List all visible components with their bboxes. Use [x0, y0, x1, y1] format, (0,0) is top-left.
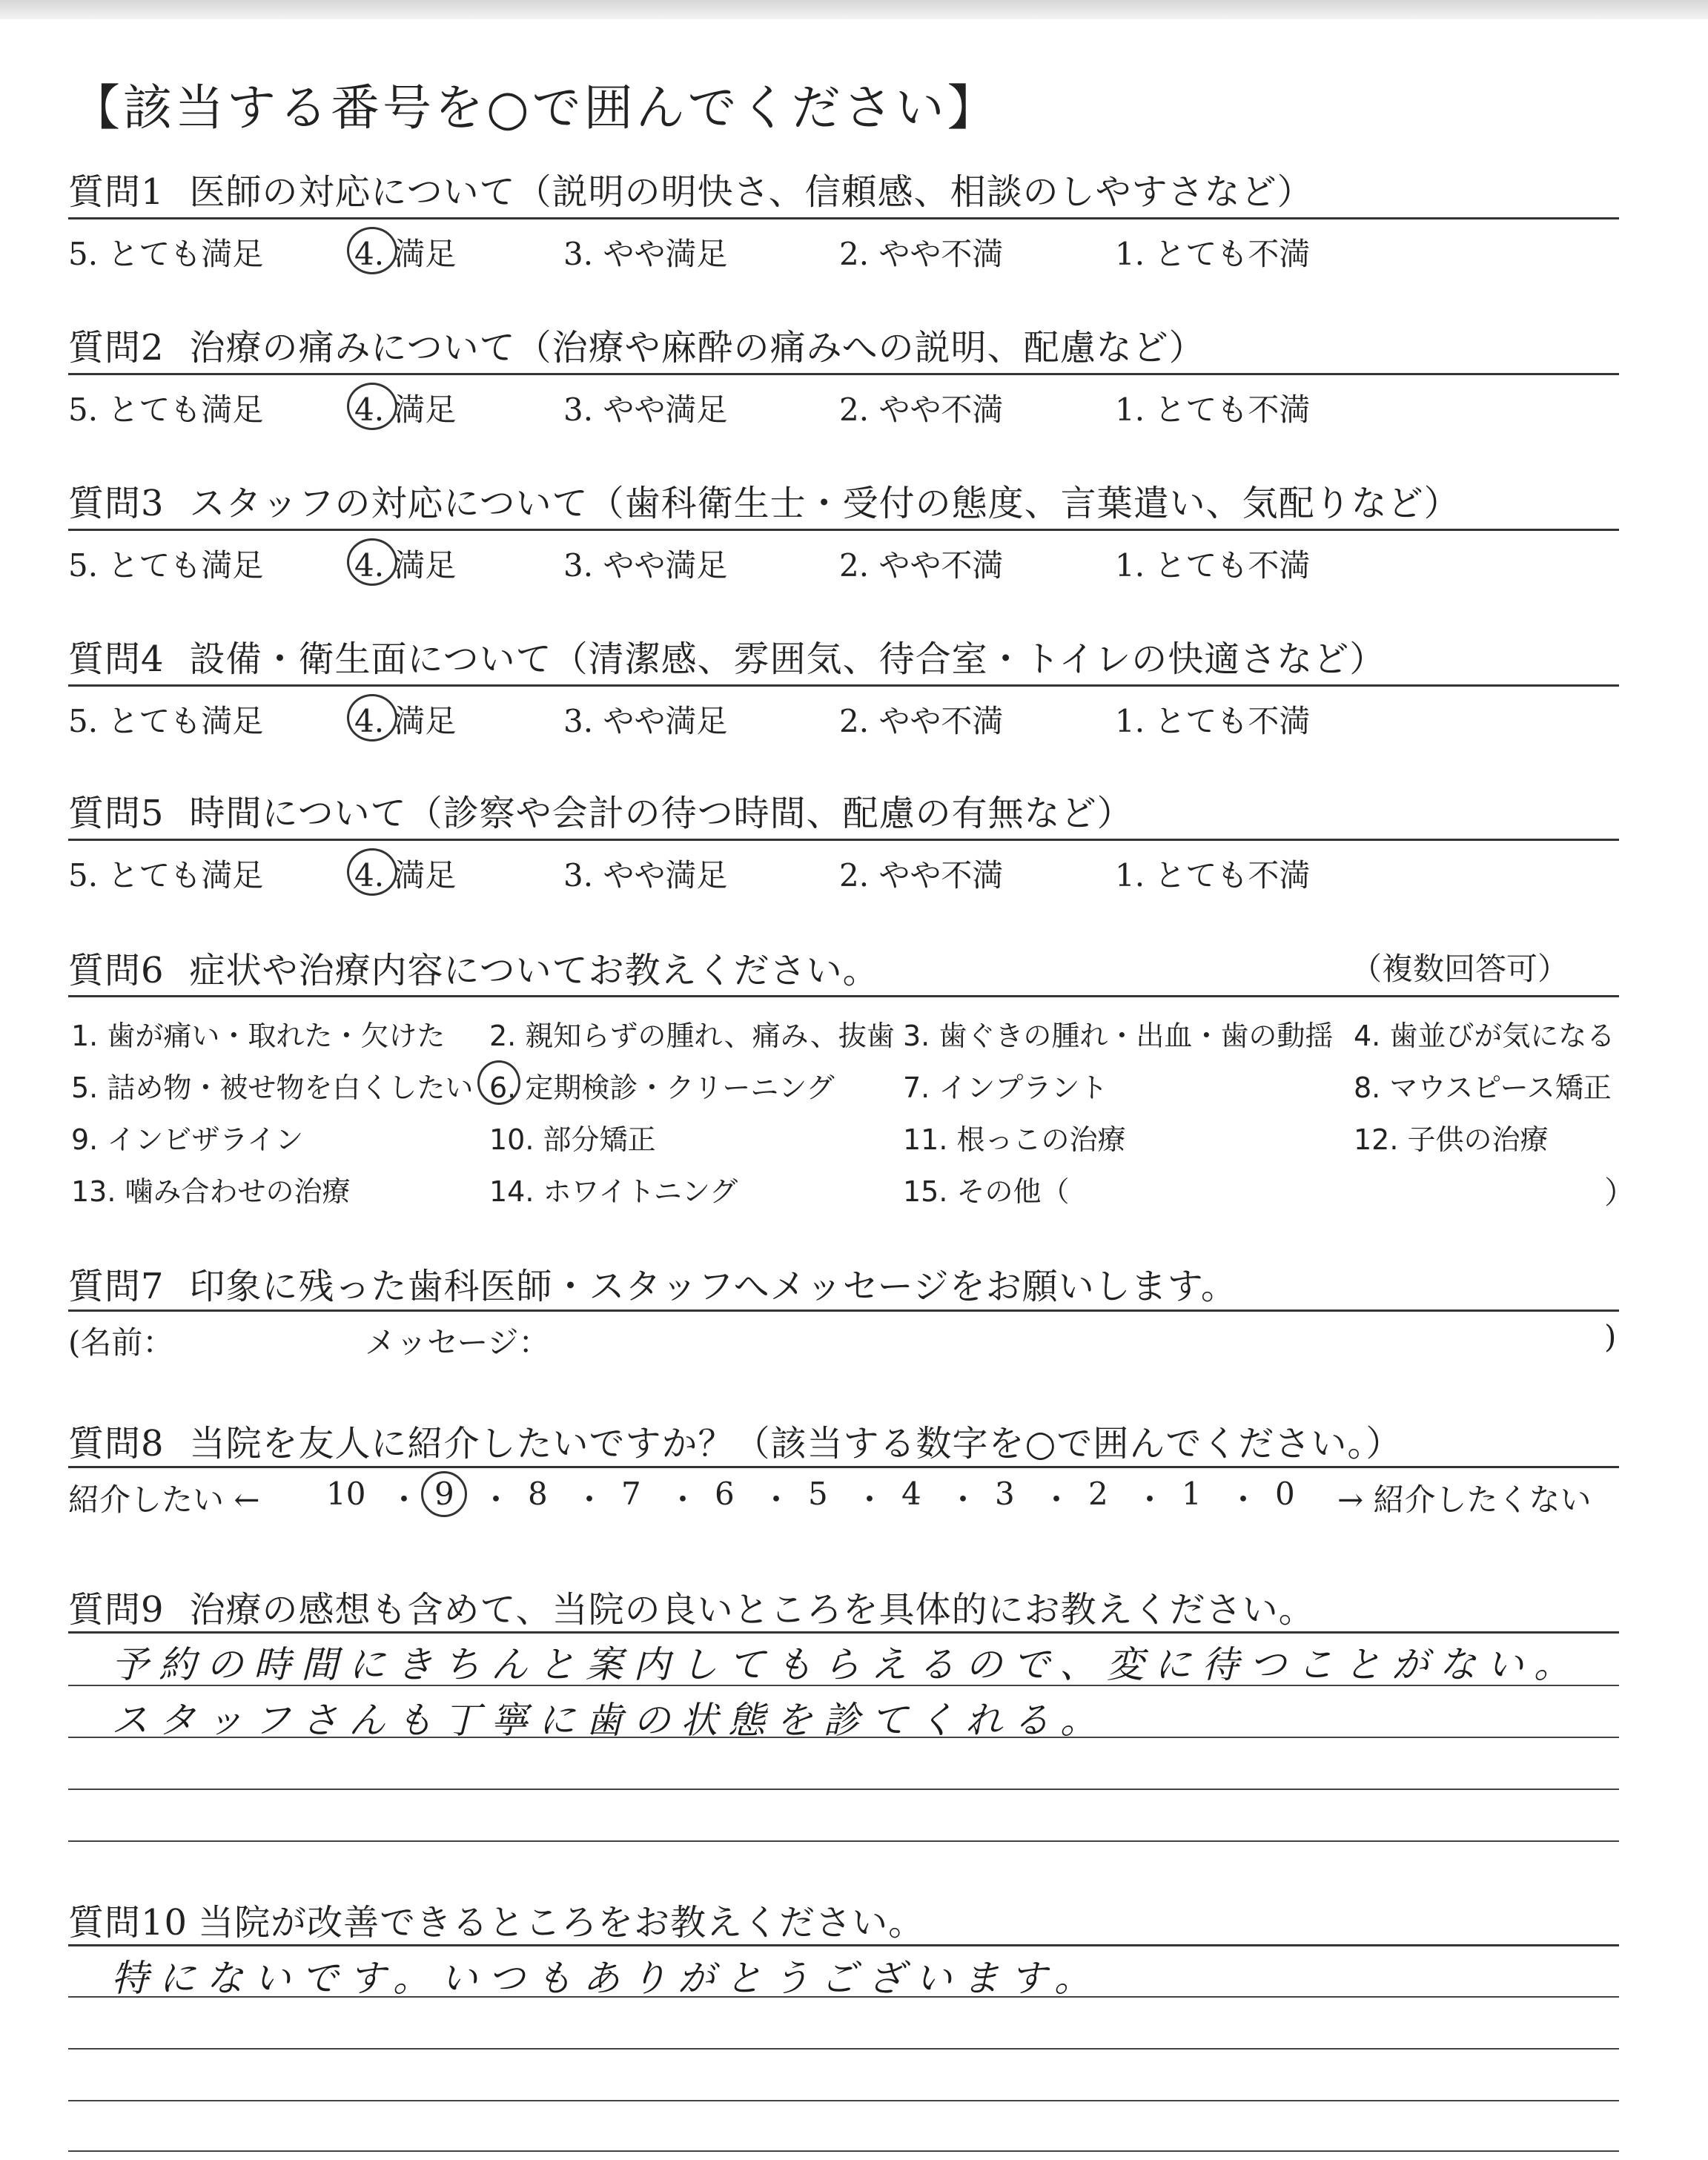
q6-option-6[interactable]: 6. 定期検診・クリーニング [489, 1071, 835, 1104]
q8-scale-1[interactable]: 1 [1182, 1476, 1202, 1512]
q8-separator: ・ [947, 1482, 979, 1518]
question-1-title [68, 163, 1314, 214]
q4-option-2[interactable]: 2. やや不満 [839, 703, 1004, 739]
q2-option-1[interactable]: 1. とても不満 [1115, 392, 1311, 428]
q2-option-3[interactable]: 3. やや満足 [563, 392, 728, 428]
q7-name-label: (名前： [68, 1324, 174, 1361]
q8-separator: ・ [574, 1482, 606, 1518]
answer-line [68, 2048, 1619, 2050]
q8-separator: ・ [388, 1482, 420, 1518]
q6-option-5[interactable]: 5. 詰め物・被せ物を白くしたい [71, 1071, 474, 1104]
question-2-rule [68, 373, 1619, 375]
q6-option-3[interactable]: 3. 歯ぐきの腫れ・出血・歯の動揺 [903, 1020, 1334, 1052]
q8-separator: ・ [1134, 1482, 1166, 1518]
question-1-rule [68, 217, 1619, 219]
instruction-header: 【該当する番号を○で囲んでください】 [71, 79, 999, 136]
q5-answer-circle [347, 848, 397, 896]
q6-option-10[interactable]: 10. 部分矯正 [489, 1123, 656, 1156]
question-10-title [68, 1894, 924, 1945]
q8-scale-0[interactable]: 0 [1275, 1476, 1295, 1512]
question-4-number: 質問4 [68, 638, 165, 680]
q6-option-13[interactable]: 13. 噛み合わせの治療 [71, 1175, 351, 1208]
question-3-number: 質問3 [68, 483, 165, 524]
question-10-number: 質問10 [68, 1902, 188, 1943]
question-9-rule [68, 1631, 1619, 1634]
q6-option-8[interactable]: 8. マウスピース矯正 [1354, 1071, 1612, 1104]
q1-answer-circle [347, 227, 397, 274]
answer-line [68, 2150, 1619, 2152]
q5-option-1[interactable]: 1. とても不満 [1115, 857, 1311, 894]
q8-scale-2[interactable]: 2 [1088, 1476, 1108, 1512]
q8-separator: ・ [1228, 1482, 1260, 1518]
question-9-title [68, 1581, 1315, 1632]
question-4-text: 設備・衛生面について（清潔感、雰囲気、待合室・トイレの快適さなど） [189, 638, 1386, 680]
q2-answer-circle [347, 383, 397, 430]
question-8-text: 当院を友人に紹介したいですか？（該当する数字を○で囲んでください。） [189, 1423, 1403, 1464]
q2-option-2[interactable]: 2. やや不満 [839, 392, 1004, 428]
q1-option-5[interactable]: 5. とても満足 [68, 236, 264, 272]
question-10-rule [68, 1944, 1619, 1946]
q6-option-2[interactable]: 2. 親知らずの腫れ、痛み、抜歯 [489, 1020, 895, 1052]
q1-option-4[interactable]: 4. 満足 [354, 236, 457, 272]
q2-option-5[interactable]: 5. とても満足 [68, 392, 264, 428]
q1-option-2[interactable]: 2. やや不満 [839, 236, 1004, 272]
q3-option-5[interactable]: 5. とても満足 [68, 547, 264, 584]
q8-scale-5[interactable]: 5 [808, 1476, 828, 1512]
q3-option-4[interactable]: 4. 満足 [354, 547, 457, 584]
q6-multiple-answers-note: （複数回答可） [1351, 951, 1569, 987]
q6-option-15[interactable]: 15. その他（ [903, 1175, 1070, 1208]
question-1-number: 質問1 [68, 171, 165, 213]
q8-scale-10[interactable]: 10 [326, 1476, 366, 1512]
q6-other-close-paren: ） [1604, 1175, 1636, 1211]
answer-line [68, 1840, 1619, 1842]
q4-option-1[interactable]: 1. とても不満 [1115, 703, 1311, 739]
question-3-text: スタッフの対応について（歯科衛生士・受付の態度、言葉遣い、気配りなど） [189, 483, 1460, 524]
question-2-title [68, 319, 1205, 370]
question-5-rule [68, 839, 1619, 841]
answer-line [68, 1789, 1619, 1790]
q8-left-label: 紹介したい ← [68, 1482, 260, 1518]
q3-option-1[interactable]: 1. とても不満 [1115, 547, 1311, 584]
question-4-rule [68, 684, 1619, 687]
q8-scale-7[interactable]: 7 [621, 1476, 641, 1512]
q5-option-3[interactable]: 3. やや満足 [563, 857, 728, 894]
q8-separator: ・ [761, 1482, 792, 1518]
q4-option-4[interactable]: 4. 満足 [354, 703, 457, 739]
q7-close-paren: ) [1604, 1318, 1617, 1355]
answer-line [68, 2100, 1619, 2101]
question-3-rule [68, 529, 1619, 531]
question-10-text: 当院が改善できるところをお教えください。 [198, 1902, 925, 1943]
q8-scale-4[interactable]: 4 [901, 1476, 921, 1512]
q4-option-5[interactable]: 5. とても満足 [68, 703, 264, 739]
q10-answer-line-1: 特にないです。いつもありがとうございます。 [111, 1957, 1102, 2000]
q7-message-label: メッセージ： [365, 1324, 550, 1361]
q3-answer-circle [347, 538, 397, 586]
q6-option-4[interactable]: 4. 歯並びが気になる [1354, 1020, 1615, 1052]
q6-option-11[interactable]: 11. 根っこの治療 [903, 1123, 1126, 1156]
q8-separator: ・ [667, 1482, 699, 1518]
q8-scale-3[interactable]: 3 [995, 1476, 1015, 1512]
question-5-number: 質問5 [68, 793, 165, 834]
q8-separator: ・ [1041, 1482, 1073, 1518]
question-6-rule [68, 995, 1619, 997]
question-8-rule [68, 1466, 1619, 1468]
question-7-text: 印象に残った歯科医師・スタッフへメッセージをお願いします。 [189, 1266, 1237, 1307]
q5-option-4[interactable]: 4. 満足 [354, 857, 457, 894]
question-6-number: 質問6 [68, 950, 165, 991]
question-4-title [68, 630, 1386, 681]
q6-option-9[interactable]: 9. インビザライン [71, 1123, 304, 1156]
question-5-title [68, 785, 1133, 836]
question-5-text: 時間について（診察や会計の待つ時間、配慮の有無など） [189, 793, 1133, 834]
q5-option-2[interactable]: 2. やや不満 [839, 857, 1004, 894]
question-2-number: 質問2 [68, 327, 165, 369]
q8-separator: ・ [854, 1482, 886, 1518]
q3-option-3[interactable]: 3. やや満足 [563, 547, 728, 584]
q8-answer-circle [421, 1471, 467, 1517]
question-7-number: 質問7 [68, 1266, 165, 1307]
q3-option-2[interactable]: 2. やや不満 [839, 547, 1004, 584]
question-2-text: 治療の痛みについて（治療や麻酔の痛みへの説明、配慮など） [189, 327, 1205, 369]
question-8-title [68, 1415, 1402, 1466]
q8-scale-8[interactable]: 8 [528, 1476, 548, 1512]
q9-answer-line-2: スタッフさんも丁寧に歯の状態を診てくれる。 [111, 1699, 1108, 1742]
q4-option-3[interactable]: 3. やや満足 [563, 703, 728, 739]
question-9-number: 質問9 [68, 1589, 165, 1631]
q1-option-1[interactable]: 1. とても不満 [1115, 236, 1311, 272]
q1-option-3[interactable]: 3. やや満足 [563, 236, 728, 272]
question-6-title [68, 942, 879, 993]
scan-top-edge [0, 0, 1708, 19]
q2-option-4[interactable]: 4. 満足 [354, 392, 457, 428]
question-7-title [68, 1258, 1237, 1309]
q9-answer-line-1: 予約の時間にきちんと案内してもらえるので、変に待つことがない。 [111, 1643, 1581, 1686]
question-7-rule [68, 1309, 1619, 1312]
q4-answer-circle [347, 694, 397, 742]
question-1-text: 医師の対応について（説明の明快さ、信頼感、相談のしやすさなど） [189, 171, 1314, 213]
q8-scale-9[interactable]: 9 [434, 1476, 454, 1512]
q8-right-label: → 紹介したくない [1337, 1482, 1592, 1518]
q6-option-7[interactable]: 7. インプラント [903, 1071, 1108, 1104]
q5-option-5[interactable]: 5. とても満足 [68, 857, 264, 894]
q6-option-1[interactable]: 1. 歯が痛い・取れた・欠けた [71, 1020, 446, 1052]
q6-answer-circle [477, 1060, 520, 1105]
q6-option-14[interactable]: 14. ホワイトニング [489, 1175, 738, 1208]
question-6-text: 症状や治療内容についてお教えください。 [189, 950, 879, 991]
q6-option-12[interactable]: 12. 子供の治療 [1354, 1123, 1549, 1156]
question-3-title [68, 475, 1460, 526]
question-9-text: 治療の感想も含めて、当院の良いところを具体的にお教えください。 [189, 1589, 1315, 1631]
question-8-number: 質問8 [68, 1423, 165, 1464]
q8-scale-6[interactable]: 6 [715, 1476, 735, 1512]
q8-separator: ・ [480, 1482, 512, 1518]
